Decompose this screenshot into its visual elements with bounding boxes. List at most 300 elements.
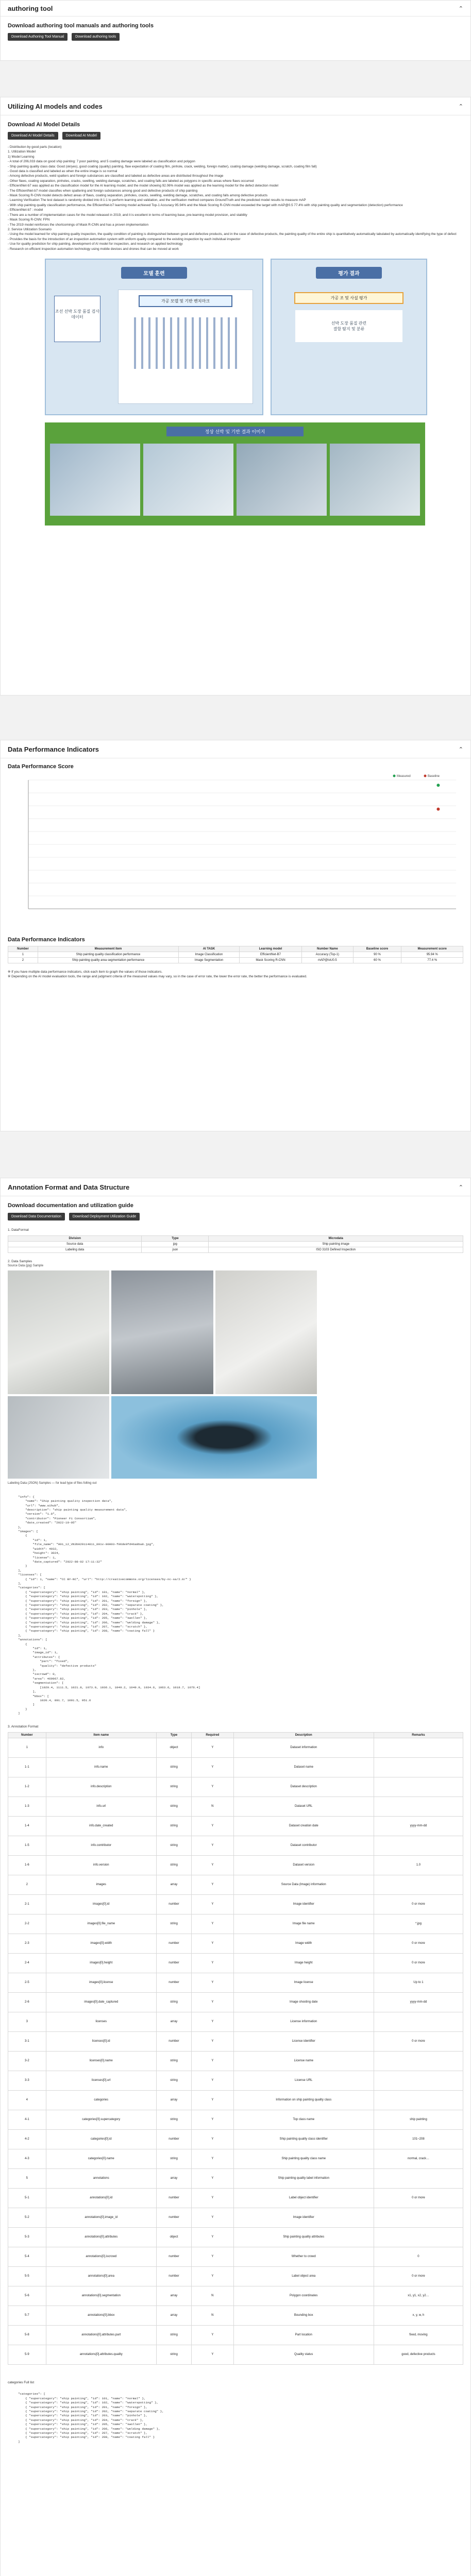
code-line: "categories": [ [18, 2392, 46, 2396]
table-cell: categories[0].supercategory [46, 2110, 156, 2129]
table-row [8, 2071, 463, 2090]
table-cell: Source Data (Image) information [233, 1875, 374, 1894]
table-row [8, 1797, 463, 1816]
table-cell: yyyy-mm-dd [374, 1816, 463, 1836]
table-row [8, 2325, 463, 2345]
table-cell: Y [192, 1757, 233, 1777]
table-cell: string [156, 2071, 191, 2090]
chevron-up-icon[interactable]: ⌃ [458, 103, 463, 110]
table-row [8, 2227, 463, 2247]
table-cell: Information on ship painting quality class [233, 2090, 374, 2110]
table-cell: Image shooting date [233, 1992, 374, 2012]
table-cell: Y [192, 1738, 233, 1757]
column-header: Number [8, 1732, 46, 1738]
download-model-button[interactable]: Download AI Model [62, 132, 100, 140]
table-cell: 4-1 [8, 2110, 46, 2129]
diagram-right-panel [271, 259, 427, 415]
description-line: - Research on efficient inspection automation technology using mobile devices and drones that can be moved at work [8, 247, 179, 251]
diagram-left-title: 모델 훈련 [121, 267, 187, 279]
table-cell: Y [192, 1914, 233, 1934]
table-row [8, 1855, 463, 1875]
performance-table [8, 946, 463, 963]
code-line: "bbox": [ [18, 1694, 49, 1698]
table-cell: *.jpg [374, 1914, 463, 1934]
code-line: ] [18, 2439, 20, 2444]
column-header: Remarks [374, 1732, 463, 1738]
code-line: { [18, 1642, 27, 1646]
table-cell: 2-6 [8, 1992, 46, 2012]
table-cell: string [156, 2345, 191, 2364]
table-cell: Image Classification [179, 952, 240, 958]
table-cell: Dataset contributor [233, 1836, 374, 1855]
table-cell: Y [192, 2247, 233, 2266]
table-row [8, 958, 463, 963]
table-cell: licenses[0].id [46, 2031, 156, 2051]
code-line: } [18, 1707, 27, 1711]
table-row [8, 952, 463, 958]
table-cell: 2-1 [8, 1894, 46, 1914]
table-cell: 3-1 [8, 2031, 46, 2051]
description-line: - EfficientNet-b7 was applied as the classification model for the AI learning model, and the model showing 92.06% model was applied as the learning model for the defect detection model [8, 184, 278, 188]
table-cell: Ship painting quality class identifier [233, 2129, 374, 2149]
table-row [8, 2286, 463, 2306]
table-cell [374, 2012, 463, 2031]
table-cell: Y [192, 1894, 233, 1914]
table-row [8, 2090, 463, 2110]
table-cell: 1-3 [8, 1797, 46, 1816]
table-cell: 0 or more [374, 2031, 463, 2051]
table-cell: categories[0].name [46, 2149, 156, 2168]
table-cell: number [156, 1953, 191, 1973]
table-cell [374, 2071, 463, 2090]
table-cell: Dataset description [233, 1777, 374, 1797]
result-image [50, 444, 140, 516]
table-cell: 4-2 [8, 2129, 46, 2149]
table-cell: annotations[0].area [46, 2266, 156, 2286]
column-header: Baseline score [353, 946, 401, 952]
table-cell: 0 or more [374, 1953, 463, 1973]
code-line: "url": "www.aihub", [18, 1503, 60, 1507]
table-row [8, 1914, 463, 1934]
code-line: "version": "1.0", [18, 1512, 57, 1516]
code-line: { "supercategory": "ship painting", "id": 102, "name": "waterspotting" }, [18, 1595, 159, 1599]
sample-image [215, 1270, 317, 1394]
table-cell: 5-1 [8, 2188, 46, 2208]
table-cell: Y [192, 1816, 233, 1836]
table-row [8, 2149, 463, 2168]
table-cell: string [156, 2051, 191, 2071]
code-line: { "supercategory": "ship painting", "id": 201, "name": "foreign" }, [18, 2405, 147, 2409]
table-cell: info.description [46, 1777, 156, 1797]
table-cell: Label object area [233, 2266, 374, 2286]
section-subtitle: Download authoring tool manuals and authoring tools [8, 23, 154, 29]
table-cell: images[0].file_name [46, 1914, 156, 1934]
performance-notes [8, 970, 463, 979]
code-line: "info": { [18, 1495, 35, 1499]
table-cell: annotations[0].bbox [46, 2306, 156, 2325]
diagram-left-panel [45, 259, 263, 415]
table-cell: Dataset URL [233, 1797, 374, 1816]
table-cell: Y [192, 2031, 233, 2051]
description-line: - There are a number of implementation cases for the model released in 2019, and it is excellent in terms of learning base, pre-learning model provision, and stability [8, 213, 247, 217]
table-row [8, 2345, 463, 2364]
divider [0, 61, 471, 97]
performance-chart [8, 773, 463, 927]
table-cell: 2-4 [8, 1953, 46, 1973]
table-cell: string [156, 1992, 191, 2012]
code-line: { "supercategory": "ship painting", "id": 208, "name": "coating fall" } [18, 1629, 155, 1633]
table-cell: info [46, 1738, 156, 1757]
table-cell: 4-3 [8, 2149, 46, 2168]
table-cell: 95.94 % [401, 952, 463, 958]
table-cell: array [156, 2090, 191, 2110]
table-row [8, 1757, 463, 1777]
table-cell: number [156, 2266, 191, 2286]
download-tools-button[interactable]: Download authoring tools [72, 33, 120, 41]
table-cell: array [156, 2012, 191, 2031]
table-cell [374, 2090, 463, 2110]
table-cell: string [156, 2110, 191, 2129]
table-cell: good, defective products [374, 2345, 463, 2364]
table-cell: Ship painting quality classification performance [38, 952, 178, 958]
column-header: Type [142, 1236, 209, 1242]
code-line: "id": 1, [18, 1647, 47, 1651]
sample-image [8, 1270, 109, 1394]
model-diagram [45, 259, 426, 527]
code-line: } [18, 1564, 27, 1568]
code-line: "id": 1, [18, 1538, 47, 1542]
column-header: Item name [46, 1732, 156, 1738]
description-line: - Using the model learned for ship painting quality inspection, the quality condition of painting is distinguished between good and defective products, and in the case of defective products, the painting quality of the entire ship is quantitatively automatically tabulated by automatically identifying the type of defect [8, 232, 457, 236]
table-cell: Dataset version [233, 1855, 374, 1875]
table-row [8, 1816, 463, 1836]
annotation-format-section [0, 1178, 471, 2576]
table-cell: Labeling data [8, 1247, 142, 1253]
column-header: Division [8, 1236, 142, 1242]
table-cell: images[0].height [46, 1953, 156, 1973]
section-subtitle: Download documentation and utilization guide [8, 1202, 133, 1209]
table-cell: Y [192, 2110, 233, 2129]
table-cell: Y [192, 2266, 233, 2286]
diagram-right-title: 평가 결과 [316, 267, 382, 279]
column-header: Microdata [209, 1236, 463, 1242]
dataformat-label: 1. DataFormat [8, 1228, 29, 1232]
table-cell: Dataset information [233, 1738, 374, 1757]
table-cell: 5-2 [8, 2208, 46, 2227]
legend-label: Baseline [428, 775, 440, 778]
table-cell: Y [192, 2129, 233, 2149]
table-cell: Y [192, 2227, 233, 2247]
code-line: { "supercategory": "ship painting", "id": 205, "name": "swollen" }, [18, 1616, 147, 1620]
table-cell: jpg [142, 1242, 209, 1247]
table-cell: Y [192, 2071, 233, 2090]
table-cell: ISO 3103 Defined Inspection [209, 1247, 463, 1253]
table-cell: ship painting [374, 2110, 463, 2129]
code-line: { "supercategory": "ship painting", "id": 101, "name": "normal" }, [18, 1590, 146, 1594]
table-cell: Y [192, 1973, 233, 1992]
code-line: "file_name": "001_12_VN3b029114811_001v-00003-f06de0fd46a8ba8.jpg", [18, 1543, 155, 1547]
diagram-bottom-panel [45, 422, 425, 526]
diagram-network-graphic [134, 317, 237, 369]
table-cell: x1, y1, x2, y2… [374, 2286, 463, 2306]
table-cell: object [156, 1738, 191, 1757]
description-line: 2. Service Utilization Scenario [8, 227, 52, 231]
section-header[interactable] [1, 97, 470, 115]
download-guide-button[interactable]: Download Deployment Utilization Guide [69, 1213, 140, 1221]
table-cell: 5-4 [8, 2247, 46, 2266]
table-header-row [8, 946, 463, 952]
code-line: { "supercategory": "ship painting", "id": 202, "name": "separate coating" }, [18, 1603, 164, 1607]
divider [0, 696, 471, 740]
table-row [8, 2129, 463, 2149]
authoring-tool-section [0, 0, 471, 61]
table-cell: 5-8 [8, 2325, 46, 2345]
table-cell: info.name [46, 1757, 156, 1777]
note-line: ※ If you have multiple data performance indicators, click each item to graph the values of those indicators. [8, 970, 163, 974]
column-header: Measurement item [38, 946, 178, 952]
table-cell [374, 1738, 463, 1757]
table-cell [374, 1836, 463, 1855]
table-cell: 0 or more [374, 2266, 463, 2286]
sample-images [8, 1270, 317, 1479]
code-line: { "id": 1, "name": "CC BY-NC", "url": "http://creativecommons.org/licenses/by-nc-sa/2.0/" } [18, 1577, 191, 1581]
download-manual-button[interactable]: Download Authoring Tool Manual [8, 33, 68, 41]
description-line: - The 2019 model reinforces the shortcomings of Mask R-CNN and has a proven implementation [8, 223, 149, 227]
data-point [436, 784, 440, 787]
table-cell: 60 % [353, 958, 401, 963]
description-line: - A total of 206,033 data on good ship painting: 7 poor painting, and 5 coating damage were labeled as classification and polygon [8, 160, 195, 164]
table-cell: licenses[0].name [46, 2051, 156, 2071]
table-cell: info.version [46, 1855, 156, 1875]
table-cell: 2 [8, 958, 38, 963]
table-row [8, 1992, 463, 2012]
table-cell: 2 [8, 1875, 46, 1894]
table-row [8, 2247, 463, 2266]
code-line: "quality": "defective products" [18, 1664, 97, 1668]
annotation-format-table [8, 1732, 463, 2365]
table-cell: json [142, 1247, 209, 1253]
table-cell: Image license [233, 1973, 374, 1992]
code-line: { "supercategory": "ship painting", "id": 101, "name": "normal" }, [18, 2396, 146, 2400]
table-title: Data Performance Indicators [8, 937, 85, 943]
sample-image [111, 1270, 213, 1394]
table-cell [374, 2227, 463, 2247]
code-line: { "supercategory": "ship painting", "id": 206, "name": "welding damage" }, [18, 2427, 160, 2431]
label-sample-caption: Labeling Data (JSON) Samples — for lead type of files folling out [8, 1481, 97, 1485]
json-sample-code [8, 1495, 463, 1716]
table-cell: 1-4 [8, 1816, 46, 1836]
table-cell: N [192, 2306, 233, 2325]
chevron-up-icon[interactable]: ⌃ [458, 5, 463, 12]
section-title: Utilizing AI models and codes [8, 102, 103, 110]
download-model-details-button[interactable]: Download AI Model Details [8, 132, 58, 140]
table-cell: annotations[0].segmentation [46, 2286, 156, 2306]
table-cell: Label object identifier [233, 2188, 374, 2208]
table-cell: Y [192, 1855, 233, 1875]
code-line: { "supercategory": "ship painting", "id": 206, "name": "welding damage" }, [18, 1620, 160, 1624]
table-cell: Ship painting quality class name [233, 2149, 374, 2168]
code-line: "area": 469967.82, [18, 1676, 65, 1681]
dataformat-table [8, 1235, 463, 1253]
diagram-mid-label: 가공 모델 및 기반 벤치마크 [139, 295, 232, 307]
table-cell: Y [192, 1992, 233, 2012]
description-line: - Learning Verification The test dataset is randomly divided into 8:1:1 to perform learning and validation, and the verification method compares GroundTruth and the predicted model results to measure mAP [8, 198, 306, 202]
table-cell: 1-5 [8, 1836, 46, 1855]
diagram-result-label: 가공 조 및 사설 평가 [294, 292, 403, 304]
table-cell [374, 2168, 463, 2188]
table-cell: 0 or more [374, 1934, 463, 1953]
diagram-source-box: 조선 선박 도장 품질 검사 데이터 [54, 296, 100, 342]
sample-image [8, 1396, 109, 1479]
table-cell: mAP@IoU0.5 [302, 958, 353, 963]
table-cell: annotations[0].iscrowd [46, 2247, 156, 2266]
description-line: - Among defective products, weld spatters and foreign substances are classified and labeled as defective areas are distributed throughout the image [8, 174, 224, 178]
description-line: - Good data is classified and labeled as when the entire image is so normal [8, 170, 117, 174]
section-header[interactable] [1, 1, 470, 16]
table-cell: array [156, 2168, 191, 2188]
section-header[interactable] [1, 1178, 470, 1196]
code-line: "segmentation": [ [18, 1681, 64, 1685]
code-line: "attributes": { [18, 1655, 60, 1659]
description-line: - The EfficientNet-b7 model classifies when spattering and foreign substances among good and defective products of ship painting [8, 189, 198, 193]
code-line: }, [18, 1525, 22, 1529]
table-cell: number [156, 2188, 191, 2208]
code-line: }, [18, 1668, 37, 1672]
download-documentation-button[interactable]: Download Data Documentation [8, 1213, 65, 1221]
table-row [8, 1738, 463, 1757]
table-row [8, 1836, 463, 1855]
table-cell: number [156, 1934, 191, 1953]
diagram-model-box [118, 290, 253, 404]
table-cell: fixed, moving [374, 2325, 463, 2345]
table-row [8, 2266, 463, 2286]
table-row [8, 1973, 463, 1992]
code-line: ], [18, 1690, 37, 1694]
code-line: { "supercategory": "ship painting", "id": 207, "name": "scratch" }, [18, 1625, 147, 1629]
code-line: { "supercategory": "ship painting", "id": 205, "name": "swollen" }, [18, 2422, 147, 2427]
description-line: - Mask Scoring R-CNN model detects defect areas of flaws, coating separation, pinholes, cracks, swelling, welding damage, scratches, and coating falls among defective products [8, 194, 268, 198]
table-cell: array [156, 2286, 191, 2306]
table-cell: Image identifier [233, 2208, 374, 2227]
diagram-result-text: 선박 도장 품질 관련 결함 탐지 및 분류 [295, 310, 402, 342]
ai-models-section [0, 97, 471, 696]
section-header[interactable] [1, 740, 470, 758]
table-cell: number [156, 1973, 191, 1992]
code-line: { "supercategory": "ship painting", "id": 204, "name": "crack" }, [18, 1612, 144, 1616]
code-line: "width": 4032, [18, 1547, 58, 1551]
table-cell: 77.4 % [401, 958, 463, 963]
table-cell: 2-2 [8, 1914, 46, 1934]
code-line: { "supercategory": "ship painting", "id": 201, "name": "foreign" }, [18, 1599, 147, 1603]
code-line: ], [18, 1581, 22, 1585]
code-line: "categories": [ [18, 1586, 46, 1590]
code-line: { "supercategory": "ship painting", "id": 202, "name": "separate coating" }, [18, 2409, 164, 2413]
table-cell: string [156, 1777, 191, 1797]
table-cell: string [156, 1855, 191, 1875]
table-cell: Y [192, 2090, 233, 2110]
code-line: "contributor": "Pioneer Fi Consortium", [18, 1516, 97, 1520]
table-cell: License information [233, 2012, 374, 2031]
sample-label: 2. Data Samples [8, 1260, 32, 1264]
column-header: Measurement score [401, 946, 463, 952]
table-row [8, 1875, 463, 1894]
table-cell: 5-7 [8, 2306, 46, 2325]
table-cell: Image Segmentation [179, 958, 240, 963]
chevron-up-icon[interactable]: ⌃ [458, 1184, 463, 1191]
table-cell: string [156, 2149, 191, 2168]
table-cell: images[0].date_captured [46, 1992, 156, 2012]
table-cell: 2-3 [8, 1934, 46, 1953]
diagram-result-images [45, 440, 425, 519]
table-cell: object [156, 2227, 191, 2247]
table-cell: Whether to crowd [233, 2247, 374, 2266]
table-row [8, 2306, 463, 2325]
table-cell: Y [192, 2168, 233, 2188]
table-cell: License identifier [233, 2031, 374, 2051]
table-cell: EfficientNet-B7 [239, 952, 301, 958]
code-line: "license": 1, [18, 1555, 57, 1560]
table-cell: 101~208 [374, 2129, 463, 2149]
table-cell: Ship painting quality attributes [233, 2227, 374, 2247]
data-performance-section [0, 740, 471, 1131]
table-cell [374, 1757, 463, 1777]
column-header: Description [233, 1732, 374, 1738]
code-line: ] [18, 1703, 35, 1707]
table-cell: 3-3 [8, 2071, 46, 2090]
description-line: - With ship painting quality classification performance, the EfficientNet-b7 learning model achieved Top-1 Accuracy 95.94% and the Mask Scoring R-CNN model exceeded the target with mAP@0.5 77.4% with ship painting quality and segmentation (detection) performance [8, 203, 403, 207]
annotation-format-label: 3. Annotation Format [8, 1724, 39, 1728]
table-cell: License URL [233, 2071, 374, 2090]
table-cell: number [156, 1894, 191, 1914]
table-cell: Y [192, 2149, 233, 2168]
code-line: { [18, 1534, 27, 1538]
table-cell: string [156, 1797, 191, 1816]
table-cell [374, 1875, 463, 1894]
table-cell: 1.0 [374, 1855, 463, 1875]
table-cell: Y [192, 1934, 233, 1953]
table-cell: annotations[0].image_id [46, 2208, 156, 2227]
table-cell: Image identifier [233, 1894, 374, 1914]
table-header-row [8, 1732, 463, 1738]
table-cell: 4 [8, 2090, 46, 2110]
table-cell [374, 2051, 463, 2071]
table-cell: Y [192, 2345, 233, 2364]
table-cell: Image width [233, 1934, 374, 1953]
table-cell: array [156, 1875, 191, 1894]
table-cell: 5-6 [8, 2286, 46, 2306]
column-header: Type [156, 1732, 191, 1738]
code-line: { "supercategory": "ship painting", "id": 102, "name": "waterspotting" }, [18, 2401, 159, 2405]
divider [0, 1131, 471, 1178]
table-cell: N [192, 1797, 233, 1816]
table-cell: string [156, 1836, 191, 1855]
table-cell: 0 [374, 2247, 463, 2266]
code-line: { "supercategory": "ship painting", "id": 203, "name": "pinhole" }, [18, 1607, 147, 1612]
code-line: "description": "ship painting quality measurement data", [18, 1508, 128, 1512]
chevron-up-icon[interactable]: ⌃ [458, 746, 463, 753]
note-line: ※ Depending on the AI model evaluation tools, the range and judgment criteria of the measured values may vary, so in the case of error rate, the lower the error rate, the better the performance is evaluated. [8, 975, 307, 979]
code-line: "image_id": 1, [18, 1651, 58, 1655]
result-image [237, 444, 327, 516]
table-row [8, 2110, 463, 2129]
table-cell: 5-3 [8, 2227, 46, 2247]
code-line: ], [18, 1633, 22, 1637]
legend-marker [424, 775, 427, 777]
table-row [8, 2168, 463, 2188]
code-line: 1020.4, 891.7, 1091.5, 951.6 [18, 1698, 91, 1702]
table-cell: licenses [46, 2012, 156, 2031]
table-cell: Up to 1 [374, 1973, 463, 1992]
